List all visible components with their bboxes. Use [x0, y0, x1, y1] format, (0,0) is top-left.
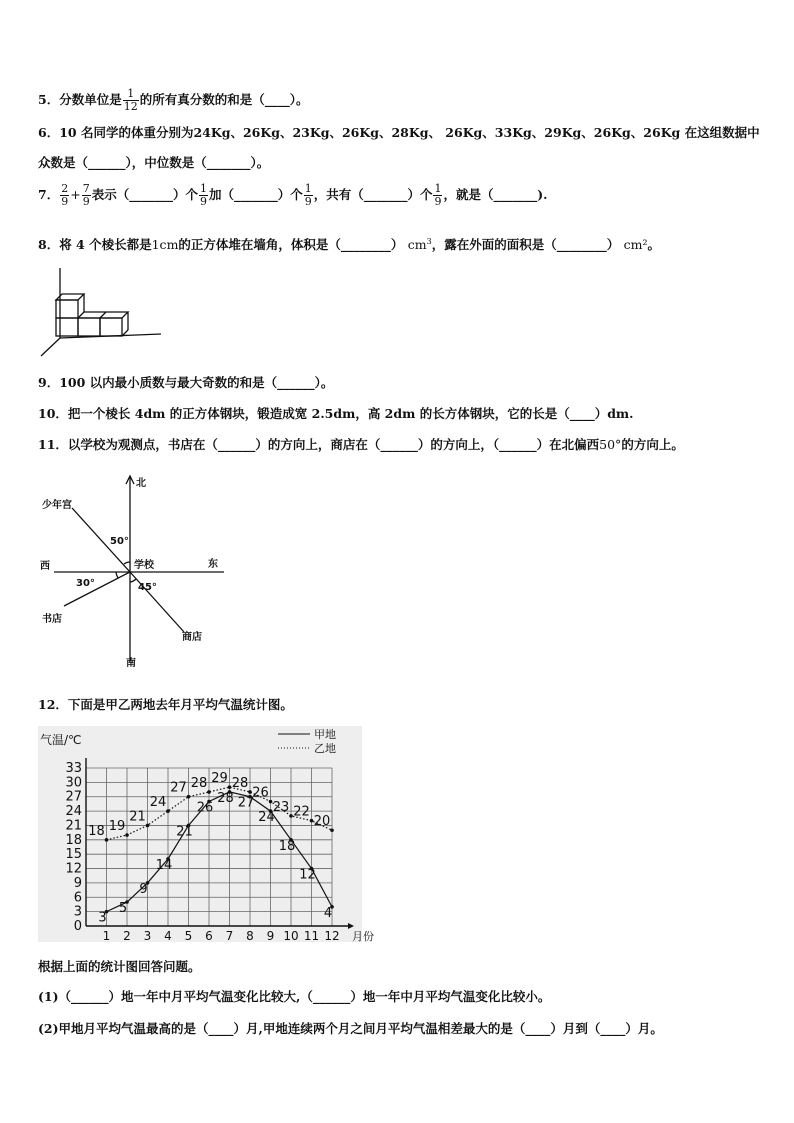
question-6-line1: 6．10 名同学的体重分别为24Kg、26Kg、23Kg、26Kg、28Kg、 26Kg、33Kg、29Kg、26Kg、26Kg 在这组数据中 — [38, 125, 760, 140]
x-tick-label: 10 — [283, 929, 299, 943]
question-5 — [38, 88, 308, 113]
data-point — [166, 809, 170, 813]
fraction: $\frac{1}{12}$ — [123, 87, 138, 113]
cube-corner-figure — [36, 266, 166, 358]
y-tick-label: 21 — [65, 818, 82, 834]
data-label: 29 — [211, 771, 228, 787]
data-label: 28 — [217, 790, 234, 806]
data-label: 27 — [237, 795, 255, 811]
x-tick-label: 4 — [164, 929, 172, 943]
y-axis-label: 气温/℃ — [40, 733, 82, 747]
x-tick-label: 3 — [143, 929, 152, 943]
y-tick-label: 12 — [65, 861, 82, 877]
data-label: 24 — [149, 795, 167, 811]
fraction: $\frac{7}{9}$ — [82, 182, 90, 208]
x-tick-label: 2 — [123, 929, 131, 943]
x-tick-label: 11 — [303, 929, 320, 943]
x-tick-label: 12 — [324, 929, 340, 943]
data-label: 3 — [98, 910, 107, 926]
data-label: 20 — [313, 814, 331, 830]
question-11: 11．以学校为观测点，书店在（______）的方向上，商店在（______）的方向上，（______）在北偏西50°的方向上。 — [38, 437, 684, 452]
x-axis-arrow — [348, 923, 354, 929]
x-axis-label: 月份 — [352, 930, 374, 943]
data-label: 28 — [231, 775, 249, 791]
chart-instruction: 根据上面的统计图回答问题。 — [38, 959, 201, 974]
data-label: 12 — [299, 867, 316, 883]
y-tick-label: 15 — [65, 847, 82, 863]
data-point — [187, 795, 191, 799]
y-tick-label: 0 — [73, 919, 82, 934]
data-label: 26 — [252, 785, 269, 801]
fraction: $\frac{2}{9}$ — [61, 182, 69, 208]
data-label: 18 — [278, 838, 296, 854]
data-label: 9 — [139, 881, 148, 897]
label-bookstore: 书店 — [42, 614, 62, 625]
label-west: 西 — [40, 561, 50, 572]
question-8: 8．将 4 个棱长都是1cm的正方体堆在墙角，体积是（________） $cm^3$，露在外面的面积是（________） cm²。 — [38, 237, 661, 253]
data-label: 26 — [196, 800, 214, 816]
compass-diagram — [36, 472, 226, 668]
q5-text-b: 的所有真分数的和是（____）。 — [139, 92, 309, 107]
angle-45: 45° — [138, 582, 157, 593]
x-tick-label: 9 — [266, 929, 275, 943]
data-label: 14 — [155, 857, 173, 873]
x-tick-label: 7 — [225, 929, 234, 943]
y-tick-label: 18 — [65, 832, 82, 848]
x-tick-label: 1 — [102, 929, 111, 943]
question-9: 9．100 以内最小质数与最大奇数的和是（______）。 — [38, 375, 334, 390]
angle-50: 50° — [110, 536, 129, 547]
label-shop: 商店 — [182, 632, 202, 643]
data-label: 5 — [118, 901, 128, 917]
legend-label: 甲地 — [314, 728, 336, 741]
fraction: $\frac{1}{9}$ — [434, 182, 442, 208]
y-tick-label: 3 — [73, 904, 82, 920]
data-label: 21 — [129, 809, 146, 825]
data-label: 28 — [190, 775, 208, 791]
data-label: 24 — [258, 810, 275, 826]
temperature-chart-panel — [38, 726, 374, 943]
fraction: $\frac{1}{9}$ — [199, 182, 207, 208]
y-tick-label: 30 — [65, 775, 82, 791]
label-east: 东 — [208, 559, 218, 570]
data-label: 27 — [170, 780, 187, 796]
data-point — [207, 790, 211, 794]
y-tick-label: 6 — [73, 890, 82, 906]
label-north: 北 — [136, 478, 146, 489]
data-label: 22 — [293, 804, 310, 820]
data-label: 23 — [272, 799, 290, 815]
question-10: 10．把一个棱长 4dm 的正方体钢块，锻造成宽 2.5dm，高 2dm 的长方体钢块，它的长是（____）dm. — [38, 406, 634, 421]
data-label: 19 — [108, 819, 126, 835]
q5-text-a: 5．分数单位是 — [38, 92, 122, 107]
question-12-2: (2)甲地月平均气温最高的是（____）月,甲地连续两个月之间月平均气温相差最大的是（____）月到（____）月。 — [38, 1021, 663, 1036]
data-point — [330, 828, 334, 832]
label-school: 学校 — [134, 560, 154, 571]
label-youth-palace: 少年宫 — [42, 500, 72, 511]
x-tick-label: 8 — [246, 929, 254, 943]
y-tick-label: 27 — [65, 789, 82, 805]
angle-30: 30° — [76, 578, 95, 589]
question-12: 12．下面是甲乙两地去年月平均气温统计图。 — [38, 697, 293, 712]
y-tick-label: 33 — [65, 761, 82, 776]
legend-label: 乙地 — [314, 742, 336, 755]
x-tick-label: 6 — [205, 929, 213, 943]
x-tick-label: 5 — [184, 929, 193, 943]
y-tick-label: 9 — [73, 875, 82, 891]
label-south: 南 — [126, 658, 136, 669]
data-label: 18 — [88, 823, 105, 839]
fraction: $\frac{1}{9}$ — [304, 182, 312, 208]
data-point — [125, 833, 129, 837]
data-point — [105, 838, 109, 842]
data-label: 4 — [323, 905, 333, 921]
question-12-1: (1)（______）地一年中月平均气温变化比较大,（______）地一年中月平均气温变化比较小。 — [38, 989, 551, 1004]
data-point — [146, 824, 150, 828]
data-label: 21 — [176, 824, 193, 840]
question-7: 7． $\frac{2}{9}$ + $\frac{7}{9}$ 表示（_______）个 $\frac{1}{9}$ 加（_______）个 $\frac{1}{9}$ ，共有（_______）个 $\frac{1}{9}$ ，就是（_______). — [38, 182, 548, 208]
question-6-line2: 众数是（______），中位数是（_______）。 — [38, 155, 270, 170]
temperature-line-chart — [38, 726, 374, 943]
y-tick-label: 24 — [65, 804, 82, 820]
